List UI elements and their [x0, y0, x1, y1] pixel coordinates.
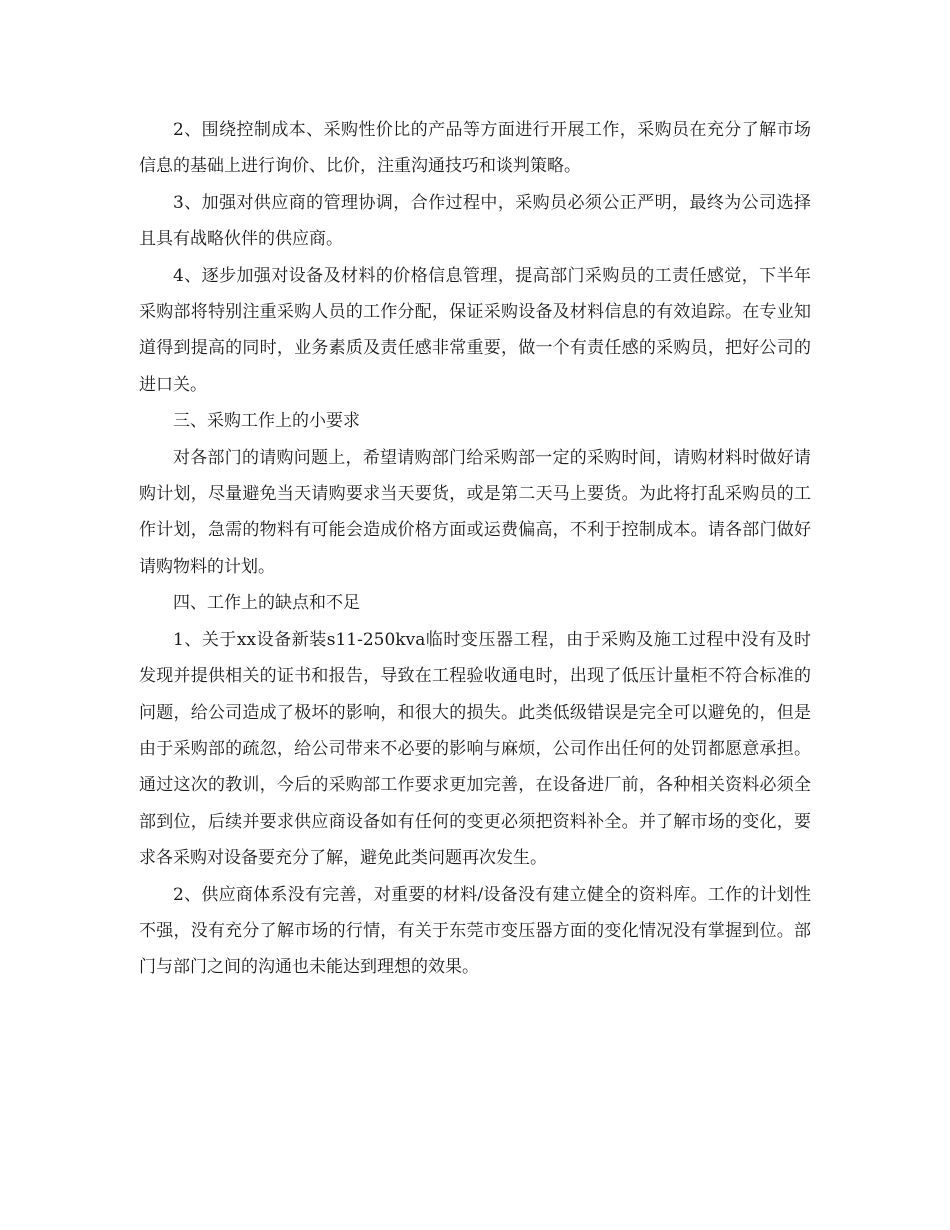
section-heading-shortcomings: 四、工作上的缺点和不足: [173, 593, 360, 614]
paragraph-item-3: 3、加强对供应商的管理协调，合作过程中，采购员必须公正严明，最终为公司选择且具有战略伙伴的供应商。: [139, 192, 811, 250]
section-heading-requirements: 三、采购工作上的小要求: [173, 411, 360, 432]
document-body: [139, 112, 811, 986]
paragraph-item-2: 2、围绕控制成本、采购性价比的产品等方面进行开展工作，采购员在充分了解市场信息的基础上进行询价、比价，注重沟通技巧和谈判策略。: [139, 120, 811, 177]
paragraph-shortcoming-1: 1、关于xx设备新装s11-250kva临时变压器工程，由于采购及施工过程中没有及时发现并提供相关的证书和报告，导致在工程验收通电时，出现了低压计量柜不符合标准的问题，给公司造成了极坏的影响，和很大的损失。此类低级错误是完全可以避免的，但是由于采购部的疏忽，给公司带来不必要的影响与麻烦，公司作出任何的处罚都愿意承担。通过这次的教训，今后的采购部工作要求更加完善，在设备进厂前，各种相关资料必须全部到位，后续并要求供应商设备如有任何的变更必须把资料补全。并了解市场的变化，要求各采购对设备要充分了解，避免此类问题再次发生。: [139, 629, 811, 869]
paragraph-item-4: 4、逐步加强对设备及材料的价格信息管理，提高部门采购员的工责任感觉，下半年采购部将特别注重采购人员的工作分配，保证采购设备及材料信息的有效追踪。在专业知道得到提高的同时，业务素质及责任感非常重要，做一个有责任感的采购员，把好公司的进口关。: [139, 265, 811, 395]
paragraph-shortcoming-2: 2、供应商体系没有完善，对重要的材料/设备没有建立健全的资料库。工作的计划性不强，没有充分了解市场的行情，有关于东莞市变压器方面的变化情况没有掌握到位。部门与部门之间的沟通也未能达到理想的效果。: [139, 884, 811, 978]
paragraph-requirements: 对各部门的请购问题上，希望请购部门给采购部一定的采购时间，请购材料时做好请购计划，尽量避免当天请购要求当天要货，或是第二天马上要货。为此将打乱采购员的工作计划，急需的物料有可能会造成价格方面或运费偏高，不利于控制成本。请各部门做好请购物料的计划。: [139, 447, 811, 577]
